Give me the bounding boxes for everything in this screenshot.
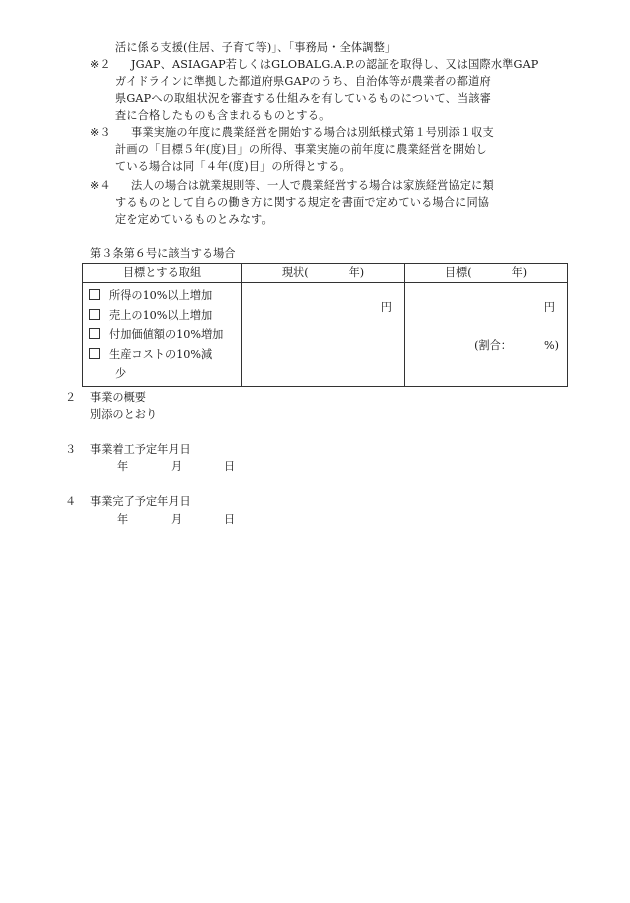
note2-line-4: 査に合格したものも含まれるものとする。 (115, 109, 331, 122)
note4-line-2: するものとして自らの働き方に関する規定を書面で定めている場合に同協 (115, 196, 490, 209)
goal-item-cost-wrap: 少 (115, 367, 127, 380)
note3-mark: ※３ (90, 126, 111, 139)
header-current-suffix: 年) (348, 266, 365, 280)
section4-title: 事業完了予定年月日 (90, 495, 191, 508)
section4-month[interactable]: 月 (171, 513, 183, 526)
header-target (405, 264, 568, 283)
ratio-suffix: %) (544, 339, 559, 352)
goal-items-cell (83, 283, 242, 387)
goal-table (82, 263, 568, 387)
section2-body: 別添のとおり (90, 408, 158, 421)
header-goal: 目標とする取組 (83, 264, 242, 283)
section3-year[interactable]: 年 (117, 460, 129, 473)
ratio-field (474, 340, 559, 351)
section4-year[interactable]: 年 (117, 513, 129, 526)
checkbox-cost[interactable] (89, 348, 100, 359)
section2-number: ２ (65, 391, 77, 404)
checkbox-income[interactable] (89, 289, 100, 300)
note4-mark: ※４ (90, 179, 111, 192)
goal-item-sales (89, 306, 241, 326)
note4-line-1: 法人の場合は就業規則等、一人で農業経営する場合は家族経営協定に類 (131, 179, 494, 192)
section3-title: 事業着工予定年月日 (90, 443, 191, 456)
section3-month[interactable]: 月 (171, 460, 183, 473)
current-yen-unit: 円 (380, 301, 392, 314)
header-target-prefix: 目標( (444, 266, 472, 280)
note2-line-2: ガイドラインに準拠した都道府県GAPのうち、自治体等が農業者の都道府 (115, 75, 491, 88)
goal-item-cost-label: 生産コストの10%減 (109, 347, 213, 361)
goal-item-income-label: 所得の10%以上増加 (109, 289, 213, 302)
checkbox-value-added[interactable] (89, 328, 100, 339)
header-target-suffix: 年) (511, 266, 528, 280)
goal-item-value-added (89, 325, 241, 345)
current-value-cell[interactable] (242, 283, 405, 387)
note4-line-3: 定を定めているものとみなす。 (115, 213, 273, 226)
section4-day[interactable]: 日 (224, 513, 236, 526)
note2-line-3: 県GAPへの取組状況を審査する仕組みを有しているものについて、当該審 (115, 92, 492, 105)
goal-item-value-added-label: 付加価値額の10%増加 (109, 328, 224, 341)
target-value-cell[interactable] (405, 283, 568, 387)
note2-line-1: JGAP、ASIAGAP若しくはGLOBALG.A.P.の認証を取得し、又は国際水準GAP (131, 58, 539, 71)
goal-table-body-row (83, 283, 568, 387)
note3-line-1: 事業実施の年度に農業経営を開始する場合は別紙様式第１号別添１収支 (131, 126, 494, 139)
section3-number: ３ (65, 443, 77, 456)
goal-item-cost (89, 345, 241, 365)
header-current-prefix: 現状( (281, 266, 309, 280)
ratio-prefix: (割合： (474, 339, 512, 352)
checkbox-sales[interactable] (89, 309, 100, 320)
note3-line-3: ている場合は同「４年(度)目」の所得とする。 (115, 160, 351, 173)
section4-number: ４ (65, 495, 77, 508)
note2-mark: ※２ (90, 58, 111, 71)
goal-item-sales-label: 売上の10%以上増加 (109, 308, 213, 322)
note3-line-2: 計画の「目標５年(度)目」の所得、事業実施の前年度に農業経営を開始し (115, 143, 487, 156)
note1-continuation: 活に係る支援(住居、子育て等)」、「事務局・全体調整」 (115, 41, 397, 54)
target-yen-unit: 円 (543, 301, 555, 314)
header-current (242, 264, 405, 283)
goal-table-header-row (83, 264, 568, 283)
goal-item-income (89, 286, 241, 306)
section2-title: 事業の概要 (90, 391, 146, 404)
section3-day[interactable]: 日 (224, 460, 236, 473)
table-section-title: 第３条第６号に該当する場合 (90, 247, 236, 260)
